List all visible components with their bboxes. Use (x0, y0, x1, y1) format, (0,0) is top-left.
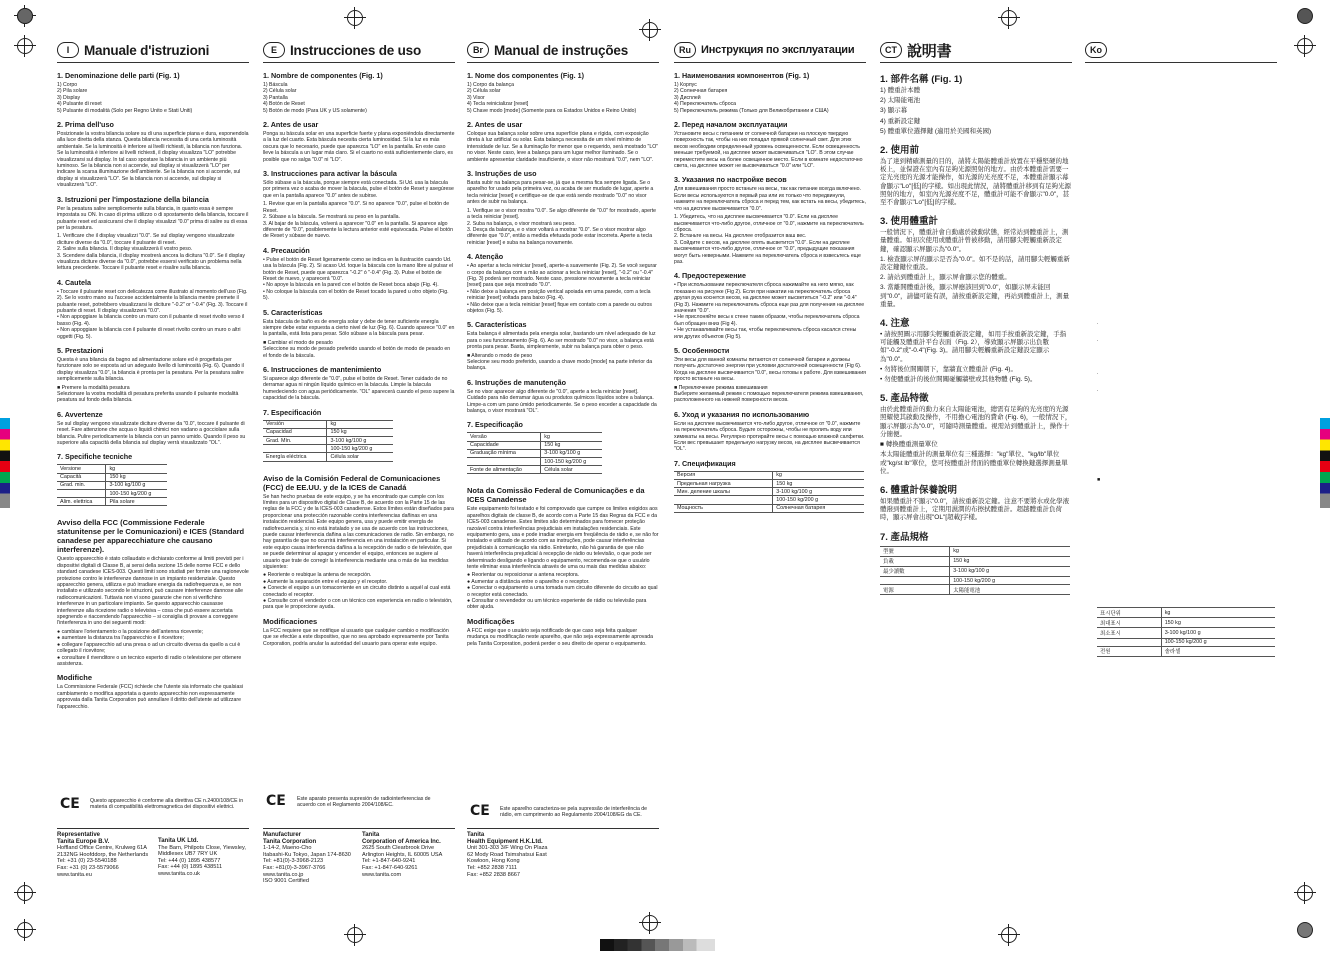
list-item: 3) Дисплей (674, 94, 701, 101)
paragraph: Selecione seu modo preferido, usando a chave modo [mode] na parte inferior da balança. (467, 359, 653, 372)
list-item: 2) 太陽能電池 (880, 97, 921, 105)
contact-line: 1-14-2, Maeno-Cho (263, 845, 312, 852)
paragraph: Для взвешивания просто встаньте на весы, так как питание всегда включено. Если весы используются в первый раз или их только что передвинули, нажмите на переключатель сброса и перед тем, как встать на весы, убедитесь, что на дисплее высвечивается "0.0". (674, 186, 866, 212)
page-title: Manual de instruções (494, 42, 629, 58)
section-header (57, 40, 249, 63)
list-item: 1) Báscula (263, 82, 288, 88)
fcc-notice (467, 486, 659, 647)
contact-line: Fax: +81(0)-3-3967-3766 (263, 864, 326, 871)
heading: 6. 體重計保養說明 (880, 484, 958, 496)
list-item: 1) Корпус (674, 82, 697, 88)
paragraph: Si aparece algo diferente de "0.0", pulse el botón de Reset. Tener cuidado de no derramar agua ni ningún líquido químico en la báscula. Limpie la báscula humedeciendo con agua periódicamente. "OL" aparecerá cuando el peso supere la capacidad de la báscula. (263, 376, 455, 402)
heading: 4. Cautela (57, 277, 91, 287)
language-badge: CT (880, 42, 902, 58)
list-item: • No apoye la báscula en la pared con el botón de Reset boca abajo (Fig. 4). (263, 282, 439, 289)
registration-mark (17, 38, 33, 54)
spec-table (57, 464, 167, 506)
fcc-notice (263, 474, 455, 648)
table-row: 100-150 kg/200 g (263, 445, 393, 453)
contact-line: Fax: +44 (0) 1895 438511 (158, 864, 223, 871)
column-italian (57, 40, 249, 712)
list-item: ● Reoriente o reubique la antena de recepción. (263, 572, 372, 579)
registration-mark (642, 915, 658, 931)
spec-table (263, 420, 393, 462)
list-item: 4) Botón de Reset (263, 101, 305, 108)
table-row: Versão kg (467, 433, 602, 441)
mode-heading: ■ Alterando o modo de peso (467, 352, 533, 359)
contact-line: ISO 9001 Certified (263, 878, 310, 885)
heading: 1. Nombre de componentes (Fig. 1) (263, 71, 383, 80)
heading: 6. Instruções de manutenção (467, 377, 567, 387)
list-item: 2. Súbase a la báscula. Se mostrará su peso en la pantalla. (263, 214, 400, 221)
contact-block (467, 832, 548, 878)
paragraph: La Commissione Federale (FCC) richiede che l'utente sia informato che qualsiasi cambiamento o modifica apportata a questo apparecchio non espressamente approvata dalla Tanita Corporation può annullare il diritto dell'utente ad utilizzare l'apparecchio. (57, 684, 244, 710)
heading: 5. Prestazioni (57, 346, 104, 355)
spec-table (674, 471, 864, 513)
table-row: 負載 150 kg (880, 556, 1070, 566)
registration-dot (17, 8, 33, 24)
list-item: ● Aumentar a distância entre o aparelho e o receptor. (467, 578, 590, 585)
column-chinese (880, 40, 1072, 595)
list-item: 2. 請站到體重計上，顯示屏會顯示您的體重。 (880, 274, 1011, 282)
ce-statement: Este aparelho caracteriza-se pela supressão de interferência de rádio, em cumprimento ao Regulamento 2004/108/EG da CE. (500, 806, 648, 819)
list-item: • Не прислоняйте весы к стене таким образом, чтобы переключатель сброса был обращен вниз (Fig 4). (674, 314, 860, 327)
registration-mark (347, 10, 363, 26)
contact-line: Tel: +852 2838 7111 (467, 864, 518, 871)
registration-mark (17, 885, 33, 901)
heading: 2. Prima dell'uso (57, 120, 114, 130)
table-row: 전원 솔라셀 (1097, 646, 1275, 656)
list-item: • Não deixe que a tecla reiniciar [reset] fique em contato com a parede ou outros objetos (Fig. 5). (467, 301, 652, 314)
paragraph: Questo apparecchio è stato collaudato e dichiarato conforme ai limiti previsti per i dispositivi digitali di Classe B, ai sensi della sezione 15 delle norme FCC e dello standard canadese ICES-003. Questi limiti sono studiati per fornire una ragionevole protezione contro le interferenze dannose in un impianto residenziale. Questo apparecchio genera, utilizza e può irradiare energia da radiofrequenza e, se non installato e utilizzato secondo le istruzioni, può causare interferenze dannose alle radiocomunicazioni. Tuttavia non vi sono garanzie che non si verifichino interferenze in un particolare impianto. Se questo apparecchio causasse interferenze alla ricezione radio o televisiva – cosa che può essere accertata spegnendo e riaccendendo l'apparecchio – si consiglia di provare a correggere l'interferenza in uno dei seguenti modi: (57, 556, 249, 627)
heading: 2. Antes de usar (467, 120, 523, 130)
mode-heading: ■ Premere la modalità pesatura (57, 384, 130, 391)
bullet-dot: . (1097, 337, 1099, 343)
list-item: 1. Verifique se o visor mostra "0.0". Se algo diferente de "0.0" for mostrado, aperte a tecla reiniciar [reset]. (467, 207, 657, 221)
mode-heading: ■ 轉換體重測量單位 (880, 441, 938, 449)
heading: 3. Istruzioni per l'impostazione della bilancia (57, 194, 209, 204)
table-row: Capacidade 150 kg (467, 441, 602, 449)
table-row: 표시단위 kg (1097, 608, 1275, 618)
list-item: • Ao apertar a tecla reiniciar [reset], aperte-a suavemente (Fig. 2). Se você segurar o corpo da balança com a mão ao acionar a tecla reiniciar [reset], "-0.2" ou "-0.4" (Fig. 3) poderá ser mostrado. Neste caso, pressione novamente a tecla reiniciar [reset] para que seja mostrado "0.0". (467, 263, 657, 289)
color-bar-right (1320, 418, 1330, 508)
heading: Modificações (467, 616, 515, 626)
paragraph: Sólo súbase a la báscula, porque siempre está conectada. Si Ud. usa la báscula por primera vez o acaba de mover la báscula, pulse el botón de Reset y asegúrese que en la pantalla aparece "0.0" antes de subirse. (263, 180, 454, 199)
list-item: ● Consulte con el vendedor o con un técnico con experiencia en radio o televisión, para que le proporcione ayuda. (263, 598, 453, 611)
page-title: Инструкция по эксплуатации (701, 44, 855, 56)
contact-line: Fax: +852 2838 8667 (467, 871, 521, 878)
registration-mark (347, 927, 363, 943)
language-badge: Ko (1085, 42, 1107, 58)
registration-dot (1297, 8, 1313, 24)
registration-mark (1001, 927, 1017, 943)
list-item: 3. Desça da balança, e o visor voltará a mostrar "0.0". Se o visor mostrar algo diferente que "0.0", então a medida efetuada pode estar incorreta. Aperte a tecla reiniciar [reset] e suba na balança novamente. (467, 226, 653, 246)
paragraph: Esta balança é alimentada pela energia solar, bastando um nível adequado de luz para o seu funcionamento (Fig. 6). Ao ser mostrado "0.0" no visor, a balança está pronta para pesar. Basta, simplesmente, subir na balança para obter o peso. (467, 331, 656, 351)
table-row: Мин. деление шкалы 3-100 kg/100 g (674, 488, 864, 496)
list-item: • Não deixe a balança em posição vertical apoiada em uma parede, com a tecla reiniciar [reset] voltada para baixo (Fig. 4). (467, 288, 651, 302)
list-item: 3) Pantalla (263, 94, 288, 101)
contact-block (57, 832, 148, 878)
heading: 5. Características (467, 320, 527, 330)
registration-mark (642, 22, 658, 38)
paragraph: La FCC requiere que se notifique al usuario que cualquier cambio o modificación que se efectúe a este dispositivo, que no sea aprobado expresamente por Tanita Corporation, podría anular la autoridad del usuario para operar este equipo. (263, 627, 449, 647)
list-item: 1) 體重計本體 (880, 87, 921, 94)
table-row: 100-150 kg/200 g (880, 577, 1070, 585)
heading: 4. 注意 (880, 318, 910, 330)
language-badge: I (57, 42, 79, 58)
list-item: 3. Scendere dalla bilancia, il display mostrerà ancora la dicitura "0.0". Se il display visualizza diciture diverse da "0.0", potrebbe essersi verificato un problema nella lettura precedente. Toccare il pulsante reset e risalire sulla bilancia. (57, 252, 245, 272)
contact-label: Tanita (467, 832, 485, 838)
contact-label: Manufacturer (263, 832, 302, 838)
contact-block (158, 838, 246, 878)
paragraph: Coloque sua balança solar sobre uma superfície plana e rígida, com exposição direta à luz artificial ou solar. Esta balança necessita de um nível mínimo de intensidade de luz. Se a iluminação for menor que o requerido, será mostrado "LO" no visor. Neste caso, leve a balança para um lugar melhor iluminado. Se o ambiente apresentar claridade insuficiente, o visor não mostrará "0.0", nem "LO". (467, 131, 659, 163)
column-portuguese (467, 40, 659, 649)
list-item: 1) Corpo (57, 82, 78, 88)
registration-mark (17, 922, 33, 938)
list-item: 2) Célula solar (263, 88, 297, 95)
contact-block (263, 832, 351, 885)
registration-mark (1001, 10, 1017, 26)
list-item: • 勿使體重計的後位開關碰觸牆壁或其他物體 (Fig. 5)。 (880, 376, 1037, 384)
list-item: 5) Botón de modo (Para UK y US solamente) (263, 107, 367, 114)
heading: 6. Instrucciones de mantenimiento (263, 365, 382, 374)
paragraph: 本太陽能體重計的測量單位有三種選擇："kg"單位、"kg/lb"單位或"kg/st lb"單位，您可按體重計背面的體重單位轉換鍵選擇測量單位。 (880, 451, 1068, 475)
list-item: 2. Встаньте на весы. На дисплее отобразится ваш вес. (674, 233, 807, 240)
column-spanish (263, 40, 455, 649)
footer-rule (57, 828, 249, 829)
contact-line: Itabashi-Ku Tokyo, Japan 174-8630 (263, 851, 351, 858)
paragraph: Выберите желаемый режим с помощью переключателя режима взвешивания, расположенного на нижней поверхности весов. (674, 391, 864, 404)
list-item: ● aumentare la distanza tra l'apparecchio e il ricevitore; (57, 635, 184, 642)
column-korean (1085, 40, 1277, 71)
heading: Modificaciones (263, 616, 318, 626)
contact-line: Tel: +1-847-640-9241 (362, 858, 416, 865)
spec-table (880, 546, 1070, 596)
table-row: Мощность Солнечная батарея (674, 504, 864, 512)
table-row: 最少讀數 3-100 kg/100 g (880, 566, 1070, 576)
heading: 3. 使用體重計 (880, 216, 939, 228)
registration-mark (1297, 885, 1313, 901)
mode-heading: ■ Переключение режима взвешивания (674, 384, 768, 391)
contact-line: Unit 301-303 3/F Wing On Plaza (467, 845, 548, 852)
list-item: ● Aumente la separación entre el equipo y el receptor. (263, 578, 388, 585)
footer-rule (467, 828, 659, 829)
paragraph: Per la pesatura salire semplicemente sulla bilancia, in quanto essa è sempre impostata su ON. In caso di prima utilizzo o di spostamento della bilancia, toccare il pulsante reset ed assicurarsi che il display visualizzi "0.0" prima di salire su di essa per la pesatura. (57, 205, 249, 231)
table-row: Capacità 150 kg (57, 473, 167, 481)
contact-name: Tanita UK Ltd. (158, 838, 199, 844)
table-row: 100-150 kg/200 g (57, 490, 167, 498)
table-row: Energía eléctrica Célula solar (263, 453, 393, 461)
list-item: 2) Pila solare (57, 88, 88, 95)
page-title: Instrucciones de uso (290, 42, 422, 58)
table-row: Grad. Mín. 3-100 kg/100 g (263, 437, 393, 445)
heading: 7. Especificación (263, 407, 322, 417)
section-header (263, 40, 455, 63)
contact-line: www.tanita.com (362, 871, 402, 878)
list-item: • При использовании переключателя сброса нажимайте на него мягко, как показано на рисунке (Fig 2). Если при нажатии на переключатель сброса другая рука коснется весов, на дисплее может высветиться "-0.2" или "-0.4" (Fig 3). Нажмите на переключатель сброса еще раз для получения на дисплее значения "0.0". (674, 282, 865, 314)
contact-line: Hoffland Office Centre, Krulweg 61A (57, 845, 147, 852)
paragraph: 一般情況下，體重計會自動處於啟動狀態，經常站到體重計上，測量體重。如初次使用或體重計曾被移動，請用腳尖輕觸重新設定鍵，確認顯示屏顯示為"0.0"。 (880, 229, 1069, 253)
heading: 2. 使用前 (880, 145, 920, 157)
list-item: • Non appoggiare la bilancia con il pulsante di reset rivolto contro un muro o altri oggetti (Fig. 5). (57, 327, 241, 340)
list-item: • 請按照圖示用腳尖輕觸重新設定鍵，如用手按重新設定鍵，手指可能觸及體重計平台表面（Fig. 2），導致顯示屏顯示出負數如"-0.2"或"-0.4"(Fig. 3)。請用腳尖輕觸重新設定鍵設定顯示為"0.0"。 (880, 331, 1067, 363)
contact-line: Tel: +31 (0) 23-5540188 (57, 858, 117, 865)
contact-line: Tel: +44 (0) 1895 438577 (158, 857, 221, 864)
contact-line: www.tanita.co.uk (158, 870, 200, 877)
heading: 7. 產品規格 (880, 531, 929, 543)
list-item: ● Consultar o revendedor ou um técnico experiente de rádio ou televisão para obter ajuda. (467, 598, 647, 611)
heading: 1. Nome dos componentes (Fig. 1) (467, 71, 585, 80)
list-item: 5) Chave modo [mode] (Somente para os Estados Unidos e Reino Unido) (467, 107, 637, 114)
heading: 5. Особенности (674, 346, 730, 355)
heading: 1. 部件名稱 (Fig. 1) (880, 74, 963, 85)
language-badge: E (263, 42, 285, 58)
heading: 4. Atenção (467, 252, 504, 262)
list-item: 2. Salire sulla bilancia. Il display visualizzerà il vostro peso. (57, 246, 193, 253)
list-item: 5) 體重單位選擇鍵 (適用於美國和英國) (880, 127, 992, 135)
table-row: 電源 太陽能電池 (880, 585, 1070, 595)
table-row: Grad. min. 3-100 kg/100 g (57, 481, 167, 489)
section-header (1085, 40, 1277, 63)
bullet-dot: . (1097, 387, 1099, 393)
paragraph: Эти весы для ванной комнаты питаются от солнечной батареи и должны получать достаточно энергии при условии достаточной освещенности (Fig 6). Когда на дисплее высвечивается "0.0", весы готовы к работе. Для взвешивания просто встаньте на весы. (674, 357, 866, 383)
page-title: 說明書 (907, 42, 952, 60)
table-row: 최소표시 3-100 kg/100 g (1097, 628, 1275, 638)
list-item: 1) Corpo da balança (467, 82, 515, 88)
paragraph: Este equipamento foi testado e foi comprovado que cumpre os limites exigidos aos aparelhos digitais de classe B, de acordo com a Parte 15 das Regras da FCC e da ICES-003 canadense. Estes limites são determinados para fornecer proteção razoável contra interferências prejudiciais em instalações residenciais. Este equipamento gera, usa e pode irradiar energia em freqüência de rádio e, se não for instalado e utilizado de acordo com as instruções, pode causar interferências prejudiciais à comunicação via rádio. Entretanto, não há garantia de que não haverá interferência prejudicial à recepção de rádio ou televisão, o que pode ser determinado desligando e ligando o equipamento, recomenda-se que o usuário tente eliminar essa interferência através de uma ou mais das medidas abaixo: (467, 506, 659, 571)
contact-line: Fax: +1-847-640-9261 (362, 864, 418, 871)
contact-line: Middlesex UB7 7RY UK (158, 851, 218, 858)
list-item: 5) Pulsante di modalità (Solo per Regno Unito e Stati Uniti) (57, 107, 193, 114)
fcc-heading: Avviso della FCC (Commissione Federale statunitense per le Comunicazioni) e ICES (Standard canadese per apparecchiature che causano interferenze). (57, 518, 245, 555)
table-row: 최대표시 150 kg (1097, 618, 1275, 628)
table-row: Graduação mínima 3-100 kg/100 g (467, 449, 602, 457)
paragraph: Basta subir na balança para pesar-se, já que a mesma fica sempre ligada. Se o aparelho for usado pela primeira vez, ou acaba de ser mudado de lugar, aperte a tecla reiniciar [reset] e certifique-se de que está sendo mostrado "0.0" no visor antes de subir na balança. (467, 180, 654, 206)
list-item: 1. Verificare che il display visualizzi "0.0". Se sul display vengono visualizzate diciture diverse da "0.0", toccare il pulsante di reset. (57, 233, 235, 246)
section-header (880, 40, 1072, 63)
paragraph: 如果體重計不顯示"0.0"，請按重新設定鍵。注意不要將水或化學液體潑到體重計上，定期用濕潤的布擦拭體重計。超越體重計負荷時，顯示屏會出現"OL"[超載]字樣。 (880, 497, 1070, 522)
list-item: 2) Célula solar (467, 88, 501, 95)
contact-label: Representative (57, 832, 101, 838)
heading: 5. Características (263, 307, 323, 317)
paragraph: Posizionate la vostra bilancia solare su di una superficie piana e dura, esponendola alla luce diretta della stanza. Questa bilancia necessita di una certa luminosità ambientale. Se la luminosità è inferiore ai livelli richiesti, la bilancia non funziona. Se la luminosità è inferiore ai livelli richiesti, il display visualizza "LO" potrebbe visualizzarsi sul display. In tal caso spostare la bilancia in un ambiente più luminoso. Se la bilancia non si accende, sul display si visualizzerà "LO" per indicare la scarsa illuminazione dell'ambiente. Se la bilancia non si accende, sul display si visualizzerà "LO". Se la bilancia non si accende, sul display si visualizzerà "LO". (57, 131, 249, 189)
grayscale-bar (600, 939, 715, 951)
registration-mark (1297, 38, 1313, 54)
list-item: ● Conectar o equipamento a uma tomada num circuito diferente do circuito ao qual o receptor está conectado. (467, 585, 658, 598)
list-item: ● consultare il rivenditore o un tecnico esperto di radio o televisione per ottenere assistenza. (57, 654, 242, 667)
language-badge: Br (467, 42, 489, 58)
contact-line: 2132NG Hoofddorp, the Netherlands (57, 851, 149, 858)
table-row: 100-150 kg/200 g (467, 458, 602, 466)
list-item: 3. 當離開體重計後，顯示屏應該回到"0.0"，如顯示屏未能回到"0.0"，請儘可能有誤，請按重新設定鍵，再站到體重計上，測量重量。 (880, 284, 1070, 308)
table-row: Версия kg (674, 471, 864, 479)
list-item: • Pulse el botón de Reset ligeramente como se indica en la ilustración cuando Ud. usa la báscula (Fig. 2). Si acaso Ud. toque la báscula con la mano libre al pulsar el botón de Reset, puede que aparezca "-0.2" ó "-0.4" (Fig. 3). Pulse el botón de Reset de nuevo, y aparecerá "0.0". (263, 256, 454, 282)
heading: 3. Instrucciones para activar la báscula (263, 169, 397, 179)
list-item: • 勿將後位開關朝下，靠牆直立體重計 (Fig. 4)。 (880, 365, 1017, 373)
paragraph: Esta báscula de baño es de energía solar y debe de tener suficiente energía siempre debe estar expuesta a cierto nivel de luz (Fig. 6). Cuando aparece "0.0" en la pantalla, está lista para pesar. Sólo súbase a la báscula para pesar. (263, 318, 455, 338)
bullet-dot: . (1097, 320, 1099, 326)
paragraph: Ponga su báscula solar en una superficie fuerte y plana exponiéndola directamente a la luz del cuarto. Esta báscula necesita cierta luminosidad. Si la luz es más oscura que lo necesario, puede que aparezca "LO" en la pantalla. En este caso lleve la báscula a un lugar más claro. Si el cuarto no está suficientemente claro, es posible que no salga "0.0" ni "LO". (263, 131, 455, 163)
heading: 7. Especificação (467, 420, 523, 430)
contact-line: Kowloon, Hong Kong (467, 858, 520, 865)
table-row: 100-150 kg/200 g (1097, 638, 1275, 646)
page-title: Manuale d'istruzioni (84, 42, 210, 58)
contact-name: Tanita Europe B.V. (57, 838, 110, 845)
paragraph: 由於此體重計的動力來自太陽能電池，總需有足夠的光亮度的光源照耀使其啟動及操作，不用擔心電池的費命 (Fig. 6)，一般情況下，顯示屏顯示為"0.0"，可隨時測量體重。視需站到體重計上，操作十分簡便。 (880, 406, 1072, 438)
heading: 4. Precaución (263, 245, 310, 255)
list-item: 4) 重新設定鍵 (880, 117, 921, 125)
paragraph: Если на дисплее высвечивается что-либо другое, отличное от "0.0", нажмите на переключатель сброса. Будьте осторожны, чтобы не пролить воду или химикаты на весы. Регулярно протирайте весы с помощью влажной салфетки. Если вес превышает предельную нагрузку весов, на дисплее высвечивается "OL". (674, 420, 865, 453)
paragraph: Questa è una bilancia da bagno ad alimentazione solare ed è progettata per funzionare solo se esposta ad un adeguato livello di luminosità (Fig. 6). Quando il display visualizza "0.0", la bilancia è pronta per la pesatura. Per la pesatura salire semplicemente sulla bilancia. (57, 357, 244, 383)
heading: 2. Antes de usar (263, 120, 319, 130)
list-item: ● Conecte el equipo a un tomacorriente en un circuito distinto a aquél al cual está conectado el receptor. (263, 585, 451, 598)
column-russian (674, 40, 866, 513)
list-item: 3. Сойдите с весов, на дисплее опять высветится "0.0". Если на дисплее высвечивается что-либо другое, отличное от "0.0", предыдущие показания могут быть неверными. Нажмите на переключатель сброса и взвесьтесь еще раз. (674, 239, 861, 265)
list-item: 4) Pulsante di reset (57, 101, 102, 108)
section-header (674, 40, 866, 63)
paragraph: Seleccione su modo de pesado preferido usando el botón de modo de pesado en el fondo de la báscula. (263, 346, 451, 359)
contact-line: 62 Mody Road Tsimshatsui East (467, 851, 547, 858)
list-item: • Non appoggiare la bilancia contro un muro con il pulsante di reset rivolto verso il basso (Fig. 4). (57, 314, 245, 327)
paragraph: Установите весы с питанием от солнечной батареи на плоскую твердую поверхность так, чтобы на них попадал прямой солнечный свет. Для этих весов необходим определенный уровень освещенности. Если освещенность меньше требуемой, на дисплее может высвечиваться "LO". В этом случае переместите весы на более освещенное место. Если в комнате недостаточно света, на дисплее может не высвечиваться "0.0" или "LO". (674, 131, 863, 170)
mode-mark: ■ (1097, 477, 1101, 483)
list-item: 1. Revise que en la pantalla aparece "0.0". Si no aparece "0.0", pulse el botón de Reset. (263, 201, 450, 214)
list-item: ● Reorientar ou reposicionar a antena receptora. (467, 572, 580, 579)
paragraph: A FCC exige que o usuário seja notificado de que caso seja feita qualquer mudança ou modificação neste aparelho, que não seja expressamente aprovada pela Tanita Corporation, poderá perder o seu direito de operar o equipamento. (467, 627, 654, 647)
list-item: 1. Убедитесь, что на дисплее высвечивается "0.0". Если на дисплее высвечивается что-либо другое, отличное от "0.0", нажмите на переключатель сброса. (674, 214, 864, 233)
spec-table (467, 432, 602, 474)
paragraph: Se sul display vengono visualizzate diciture diverse da "0.0", toccare il pulsante di reset. Fare attenzione che acqua o liquidi chimici non vadano a gocciolare sulla bilancia. Pulire periodicamente la bilancia con un panno umido. Quando il peso su superiore alla capacità della bilancia sul display verrà visualizzato "OL". (57, 420, 246, 447)
table-row: 100-150 kg/200 g (674, 496, 864, 504)
ce-mark: CE (470, 803, 490, 819)
heading: 2. Перед началом эксплуатации (674, 120, 788, 130)
list-item: 4) Переключатель сброса (674, 101, 737, 108)
section-header (467, 40, 659, 63)
heading: Modifiche (57, 673, 92, 683)
paragraph: Se no visor aparecer algo diferente de "0.0", aperte a tecla reiniciar [reset]. Cuidado para não derramar água ou produtos químicos líquidos sobre a balança. Limpe-a com um pano úmido periodicamente. Se o peso exceder a capacidade da balança, o visor mostrará "OL". (467, 388, 657, 415)
language-badge: Ru (674, 42, 696, 58)
heading: 4. Предостережение (674, 271, 746, 281)
table-row: 型號 kg (880, 546, 1070, 556)
table-row: Alim. elettrica Pila solare (57, 498, 167, 506)
table-row: Versione kg (57, 465, 167, 473)
heading: 7. Спецификация (674, 458, 736, 468)
contact-name: Health Equipment H.K.Ltd. (467, 838, 543, 845)
list-item: 5) Переключатель режима (Только для Великобритании и США) (674, 107, 829, 114)
list-item: 3) 顯示幕 (880, 107, 908, 115)
heading: 1. Denominazione delle parti (Fig. 1) (57, 71, 180, 80)
ce-mark: CE (266, 793, 286, 809)
heading: 7. Specifiche tecniche (57, 452, 133, 462)
heading: 3. Указания по настройке весов (674, 175, 787, 185)
spec-table (1097, 607, 1275, 657)
list-item: 3) Visor (467, 94, 485, 101)
contact-line: 2625 South Clearbrook Drive (362, 845, 435, 852)
list-item: • Не устанавливайте весы так, чтобы переключатель сброса касался стены или других объектов (Fig 5). (674, 327, 857, 340)
heading: 3. Instruções de uso (467, 169, 537, 179)
paragraph: Selezionare la vostra modalità di pesatura preferita usando il pulsante modalità pesatura sul fondo della bilancia. (57, 391, 239, 404)
list-item: 2. Suba na balança, o visor mostrará seu peso. (467, 220, 576, 227)
registration-dot (1297, 922, 1313, 938)
contact-line: Tel: +81(0)-3-3968-2123 (263, 858, 324, 865)
table-row: Capacidad 150 kg (263, 428, 393, 436)
list-item: ● collegare l'apparecchio ad una presa o ad un circuito diversa da quello a cui è collegato il ricevitore; (57, 641, 241, 655)
contact-line: Arlington Heights, IL 60005 USA (362, 851, 443, 858)
table-row: Fonte de alimentação Célula solar (467, 466, 602, 474)
table-row: Versión kg (263, 420, 393, 428)
ce-statement: Questo apparecchio è conforme alla direttiva CE n.2400/108/CE in materia di compatibilità elettromagnetica dei dispositivi elettrici. (90, 798, 244, 811)
heading: 1. Наименования компонентов (Fig. 1) (674, 71, 810, 80)
fcc-heading: Aviso de la Comisión Federal de Comunicaciones (FCC) de EE.UU. y de la ICES de Canadá (263, 473, 441, 492)
list-item: • No coloque la báscula con el botón de Reset tocado la pared u otro objeto (Fig. 5). (263, 288, 449, 302)
heading: 6. Уход и указания по использованию (674, 409, 810, 419)
table-row: Предельная нагрузка 150 kg (674, 480, 864, 488)
list-item: 1. 檢查顯示屏的顯示是否為"0.0"。如不是的話，請用腳尖輕觸重新設定鍵鍵位重設。 (880, 255, 1070, 272)
fcc-notice (57, 518, 249, 710)
paragraph: Se han hecho pruebas de este equipo, y se ha encontrado que cumple con los límites para un dispositivo digital de Clase B, de acuerdo con la Parte 15 de las reglas de la FCC y de la ICES-003 canadiense. Estos límites están diseñados para proporcionar una protección razonable contra interferencias dañinas en una instalación residencial. Este equipo genera, usa y puede emitir energía de radiofrecuencia y, si no está instalado y se usa de acuerdo con las instrucciones, puede causar interferencia dañina a las comunicaciones de radio. Sin embargo, no hay garantía de que no ocurrirá interferencia en una instalación en particular. Si este equipo causa interferencia dañina a la recepción de radio o de televisión, que se puede determinar al apagar y encender el equipo, entonces se sugiere al usuario que trate de corregir la interferencia mediante una o más de las medidas siguientes: (263, 493, 454, 571)
list-item: 3. Al bajar de la báscula, volverá a aparecer "0.0" en la pantalla. Si aparece algo diferente de "0.0", posiblemente la lectura anterior esté equivocada. Pulse el botón de Reset y súbase de nuevo. (263, 220, 453, 240)
footer-rule (263, 828, 455, 829)
color-bar-left (0, 418, 10, 508)
contact-name: Tanita Corporation (263, 838, 317, 845)
heading: 5. 產品特徵 (880, 393, 929, 405)
bullet-dot: . (1097, 370, 1099, 376)
list-item: 2) Солнечная батарея (674, 88, 728, 95)
ce-statement: Este aparato presenta supresión de radiointerferencias de acuerdo con el Reglamento 2004/108/EC. (297, 796, 431, 809)
contact-line: www.tanita.eu (57, 871, 92, 878)
contact-line: www.tanita.co.jp (263, 871, 304, 878)
contact-block (362, 832, 442, 878)
contact-line: Fax: +31 (0) 23-5579066 (57, 864, 119, 871)
list-item: 3) Display (57, 94, 81, 101)
ce-mark: CE (60, 796, 80, 812)
heading: 6. Avvertenze (57, 409, 103, 419)
list-item: • Toccare il pulsante reset con delicatezza come illustrato al momento dell'uso (Fig. 2). Se lo vostro mano su l'accese accidentalmente la bilancia mentre premete il pulsante reset, potrebbero visualizzarsi le diciture "-0.2" or "-0.4" (Fig. 3). Toccare il pulsante di reset. Il display visualizzerà "0.0". (57, 288, 248, 314)
contact-name: Corporation of America Inc. (362, 838, 441, 845)
contact-line: The Barn, Philpots Close, Yiewsley, (158, 844, 246, 851)
list-item: ● cambiare l'orientamento o la posizione dell'antenna ricevente; (57, 628, 204, 635)
contact-label: Tanita (362, 832, 380, 838)
fcc-heading: Nota da Comissão Federal de Comunicações e da ICES Canadense (467, 486, 645, 505)
paragraph: 為了達到精確測量的目的，請將太陽能體重計放置在平穩堅硬的地板上，並保證在室內有足夠光源照射的地方。由於本體重計需要一定光亮度的光源才能操作，如光源的光亮度不足，本體重計顯示幕會顯示"Lo"[低]的字樣。如出現此情況，請將體重計移到有足夠光源照射的地方，如室內光源亮度不足，體重計可能不會顯示"0.0"，甚至不會顯示"Lo"[低]的字樣。 (880, 158, 1071, 207)
list-item: 4) Tecla reinicializar [reset] (467, 101, 529, 108)
mode-heading: ■ Cambiar el modo de pesado (263, 339, 333, 346)
